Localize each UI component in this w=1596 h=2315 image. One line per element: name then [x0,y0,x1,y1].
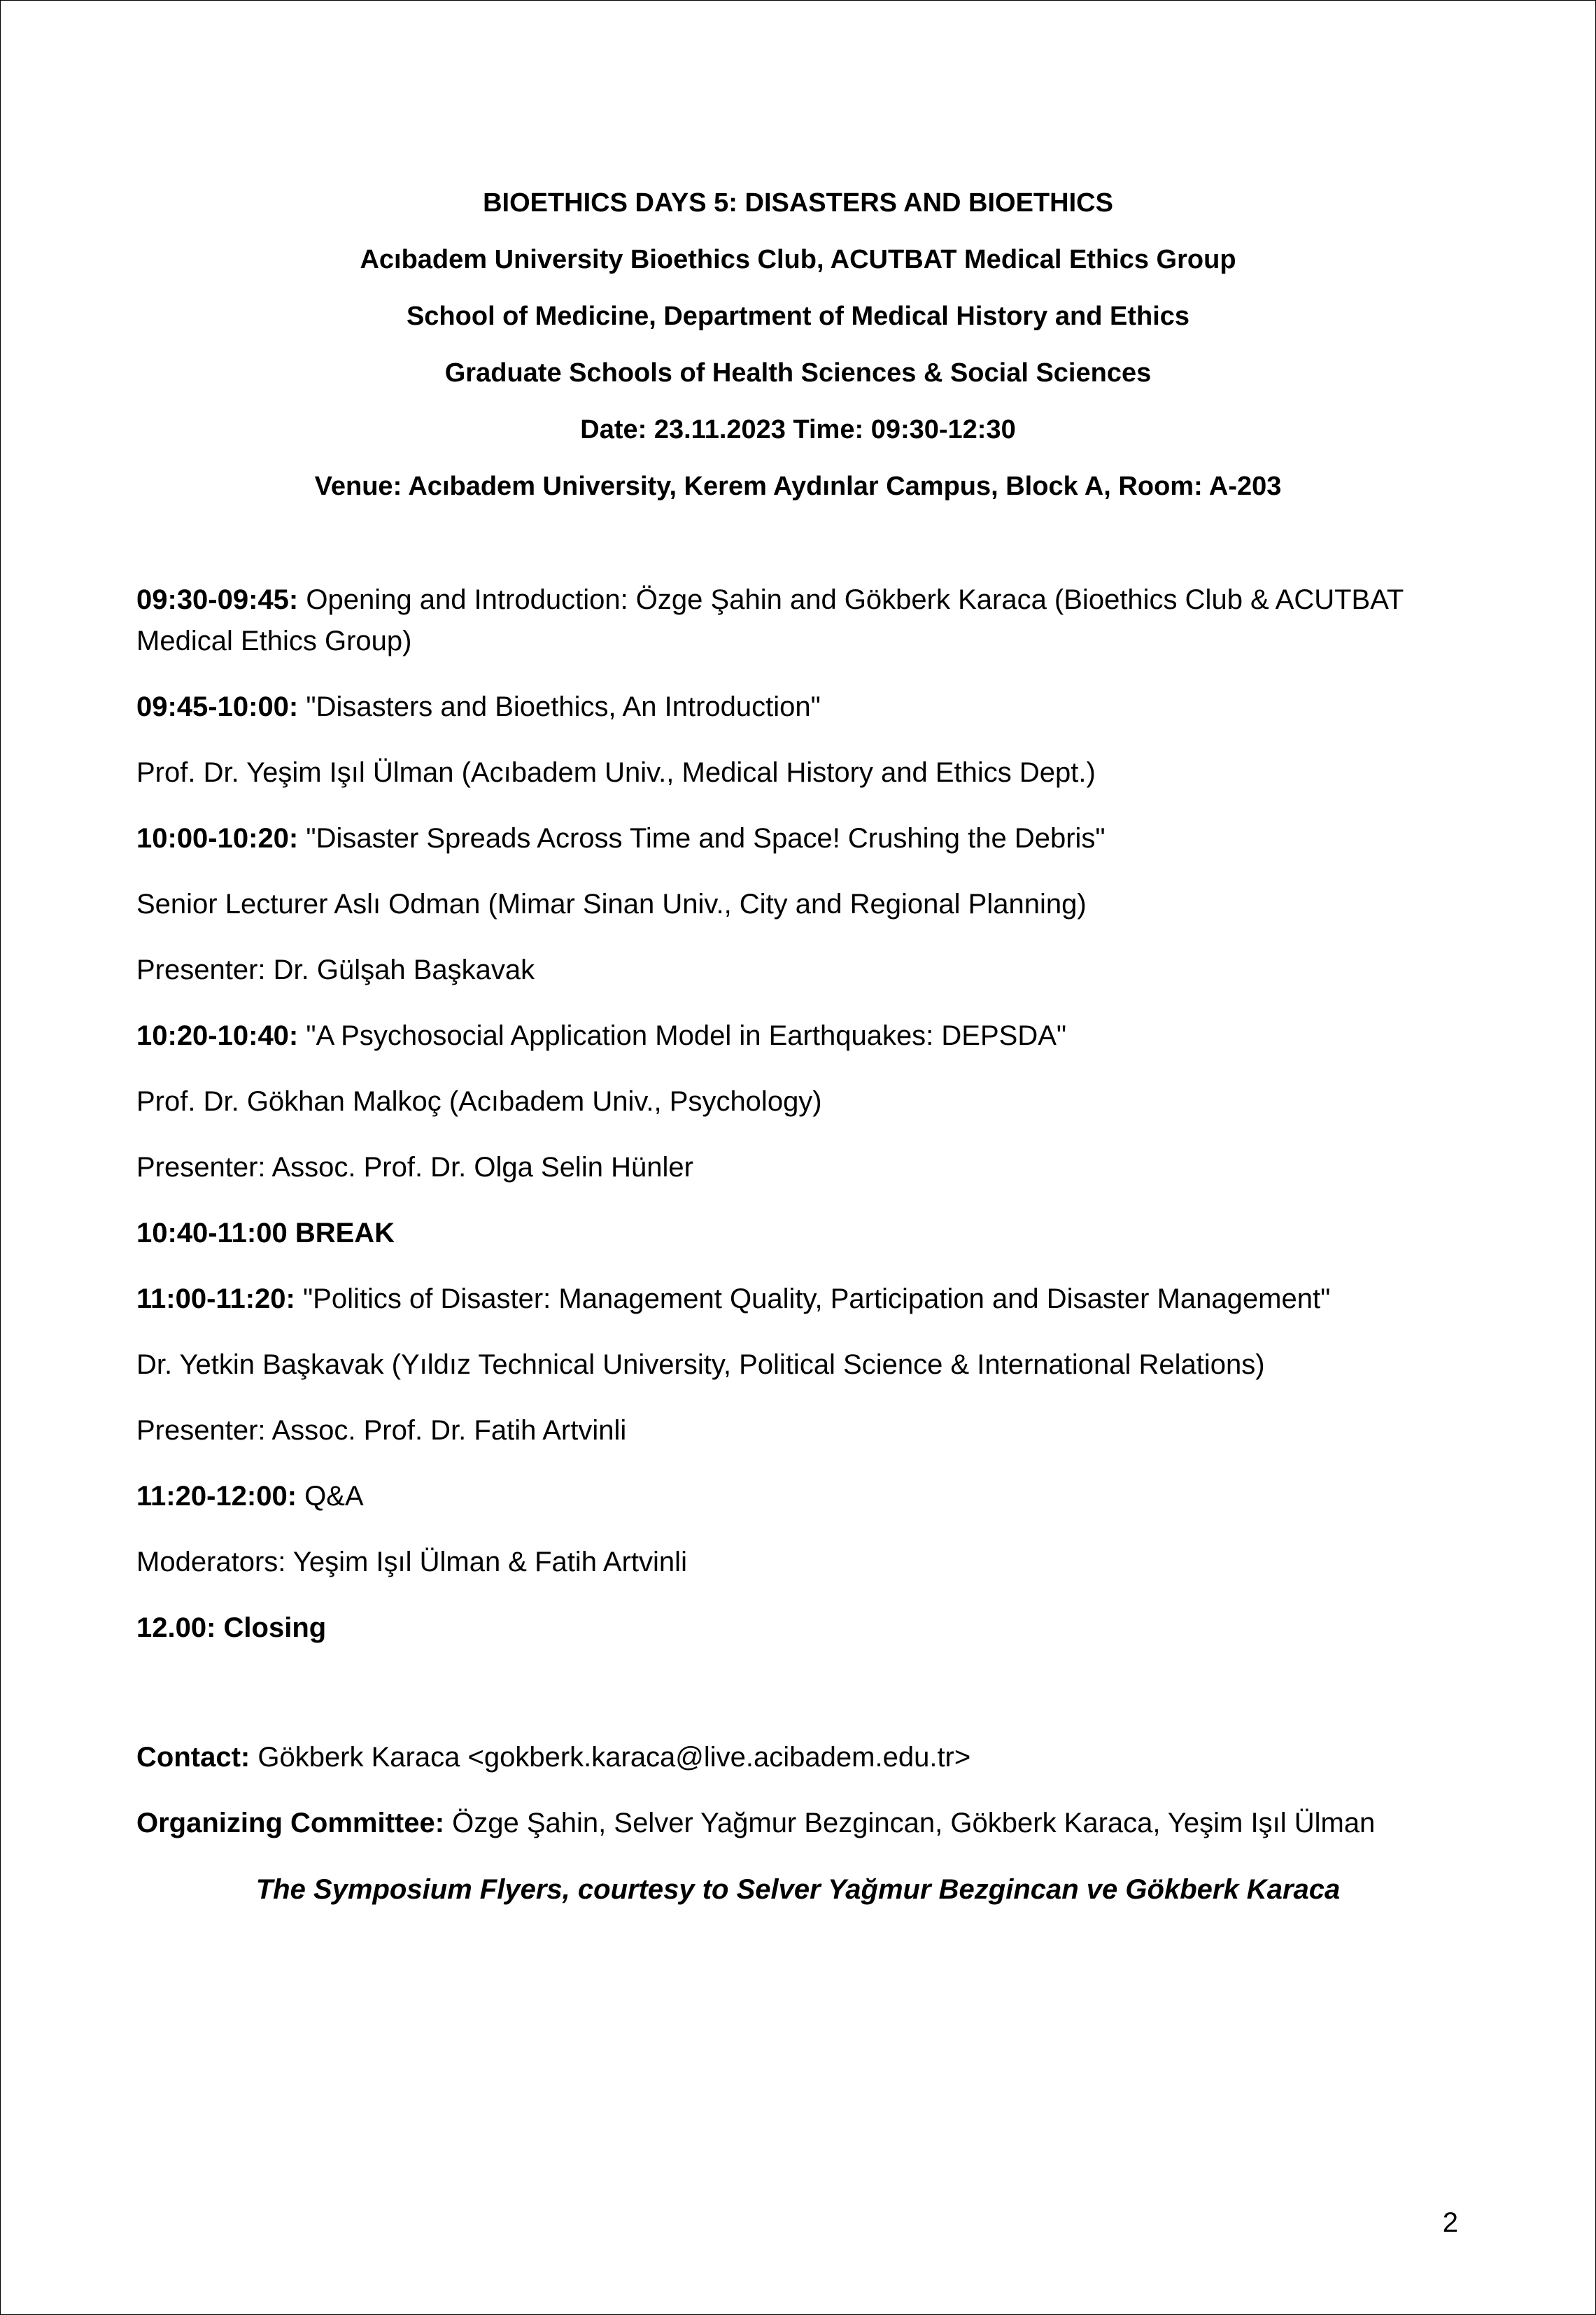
date-time-line: Date: 23.11.2023 Time: 09:30-12:30 [580,415,1016,444]
program-time: 09:45-10:00: [136,691,299,722]
program-item-qa [136,1476,1459,1517]
program-presenter: Presenter: Assoc. Prof. Dr. Olga Selin Hünler [136,1152,693,1183]
program-break: 10:40-11:00 BREAK [136,1218,395,1248]
program-presenter: Presenter: Assoc. Prof. Dr. Fatih Artvinli [136,1415,627,1446]
program-text: Q&A [297,1481,364,1512]
program-time: 11:00-11:20: [136,1283,295,1314]
contact-label: Contact: [136,1742,250,1773]
program-time: 09:30-09:45: [136,584,299,615]
program-speaker: Dr. Yetkin Başkavak (Yıldız Technical University, Political Science & International Relations) [136,1349,1265,1380]
program-list [136,579,1459,1673]
program-item-opening [136,579,1459,662]
graduate-schools-line: Graduate Schools of Health Sciences & Social Sciences [444,358,1152,388]
organizers-line: Acıbadem University Bioethics Club, ACUTBAT Medical Ethics Group [360,245,1236,274]
program-item-politics [136,1279,1459,1320]
program-time: 10:00-10:20: [136,823,299,854]
contact-value: Gökberk Karaca <gokberk.karaca@live.acibadem.edu.tr> [250,1742,971,1773]
contact-line [136,1737,1459,1778]
program-time: 10:20-10:40: [136,1020,299,1051]
committee-value: Özge Şahin, Selver Yağmur Bezgincan, Gökberk Karaca, Yeşim Işıl Ülman [444,1808,1376,1838]
program-speaker: Senior Lecturer Aslı Odman (Mimar Sinan Univ., City and Regional Planning) [136,889,1087,920]
program-moderators: Moderators: Yeşim Işıl Ülman & Fatih Artvinli [136,1547,687,1577]
page-number: 2 [1442,2207,1458,2238]
program-time: 11:20-12:00: [136,1481,297,1512]
program-text: "Disaster Spreads Across Time and Space! Crushing the Debris" [298,823,1106,854]
program-text: "Politics of Disaster: Management Quality, Participation and Disaster Management" [295,1283,1331,1314]
program-speaker: Prof. Dr. Gökhan Malkoç (Acıbadem Univ., Psychology) [136,1086,822,1117]
program-item-depsda [136,1015,1459,1057]
program-presenter: Presenter: Dr. Gülşah Başkavak [136,955,535,985]
program-closing: 12.00: Closing [136,1612,327,1643]
flyer-credit: The Symposium Flyers, courtesy to Selver Yağmur Bezgincan ve Gökberk Karaca [255,1874,1341,1905]
program-item-introduction [136,687,1459,728]
committee-line [136,1803,1459,1844]
program-speaker: Prof. Dr. Yeşim Işıl Ülman (Acıbadem Univ., Medical History and Ethics Dept.) [136,757,1096,788]
venue-line: Venue: Acıbadem University, Kerem Aydınlar Campus, Block A, Room: A-203 [314,472,1282,501]
program-text: "A Psychosocial Application Model in Earthquakes: DEPSDA" [298,1020,1067,1051]
program-item-debris [136,818,1459,859]
department-line: School of Medicine, Department of Medical History and Ethics [406,302,1190,331]
document-header [0,175,1596,515]
program-text: "Disasters and Bioethics, An Introduction" [298,691,821,722]
event-title: BIOETHICS DAYS 5: DISASTERS AND BIOETHICS [483,188,1113,218]
committee-label: Organizing Committee: [136,1808,445,1838]
contact-section [136,1737,1459,1869]
program-text: Opening and Introduction: Özge Şahin and Gökberk Karaca (Bioethics Club & ACUTBAT Medical Ethics Group) [136,584,1404,656]
